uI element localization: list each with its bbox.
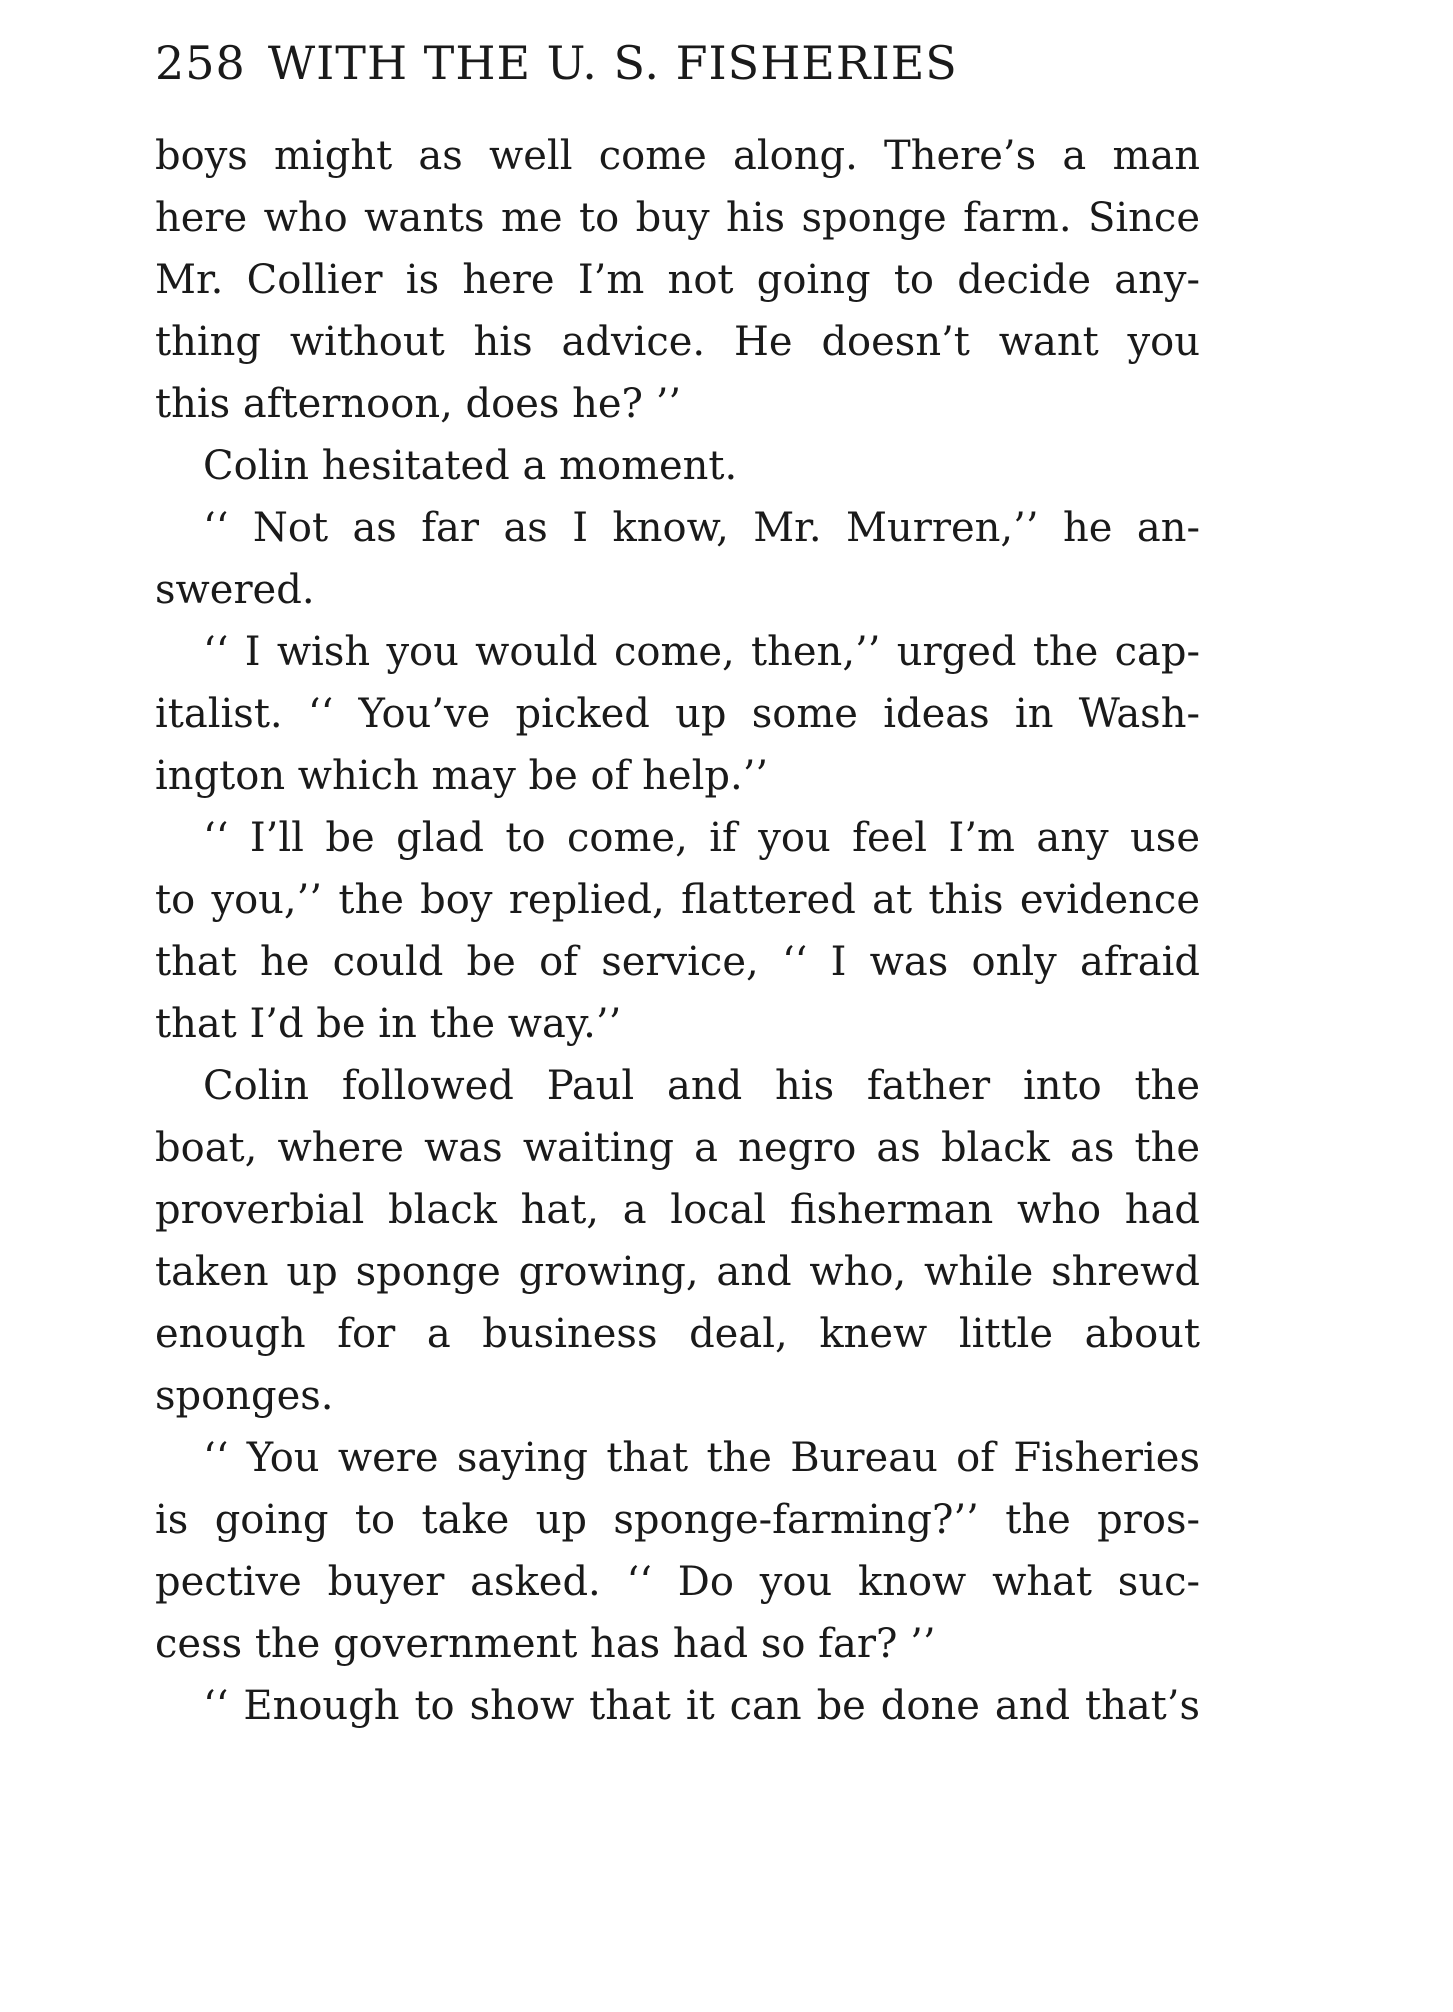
text-line: ‘‘ You were saying that the Bureau of Fisheries xyxy=(203,1435,1200,1481)
text-line: here who wants me to buy his sponge farm. Since xyxy=(155,195,1200,241)
text-line: boys might as well come along. There’s a man xyxy=(155,133,1200,179)
text-line: this afternoon, does he? ’’ xyxy=(155,381,682,427)
text-line: Colin followed Paul and his father into the xyxy=(203,1063,1200,1109)
running-title: WITH THE U. S. FISHERIES xyxy=(267,36,958,90)
text-line: to you,’’ the boy replied, flattered at this evidence xyxy=(155,877,1200,923)
text-line: sponges. xyxy=(155,1373,334,1419)
text-line: pective buyer asked. ‘‘ Do you know what suc- xyxy=(155,1559,1200,1605)
text-line: ington which may be of help.’’ xyxy=(155,753,769,799)
text-line: swered. xyxy=(155,567,315,613)
text-line: ‘‘ Enough to show that it can be done and that’s xyxy=(203,1683,1200,1729)
text-line: cess the government has had so far? ’’ xyxy=(155,1621,936,1667)
text-line: boat, where was waiting a negro as black as the xyxy=(155,1125,1200,1171)
text-line: taken up sponge growing, and who, while shrewd xyxy=(155,1249,1200,1295)
text-line: is going to take up sponge-farming?’’ the pros- xyxy=(155,1497,1200,1543)
text-line: thing without his advice. He doesn’t want you xyxy=(155,319,1200,365)
text-line: ‘‘ Not as far as I know, Mr. Murren,’’ he an- xyxy=(203,505,1200,551)
page-number: 258 xyxy=(155,36,246,90)
text-line: proverbial black hat, a local fisherman who had xyxy=(155,1187,1200,1233)
text-line: italist. ‘‘ You’ve picked up some ideas in Wash- xyxy=(155,691,1200,737)
text-line: enough for a business deal, knew little about xyxy=(155,1311,1200,1357)
text-line: Mr. Collier is here I’m not going to decide any- xyxy=(155,257,1200,303)
text-line: ‘‘ I’ll be glad to come, if you feel I’m any use xyxy=(203,815,1200,861)
body-text xyxy=(155,125,1200,1737)
running-head xyxy=(155,36,1205,90)
text-line: that he could be of service, ‘‘ I was only afraid xyxy=(155,939,1200,985)
text-line: ‘‘ I wish you would come, then,’’ urged the cap- xyxy=(203,629,1200,675)
text-line: Colin hesitated a moment. xyxy=(203,443,738,489)
text-line: that I’d be in the way.’’ xyxy=(155,1001,622,1047)
